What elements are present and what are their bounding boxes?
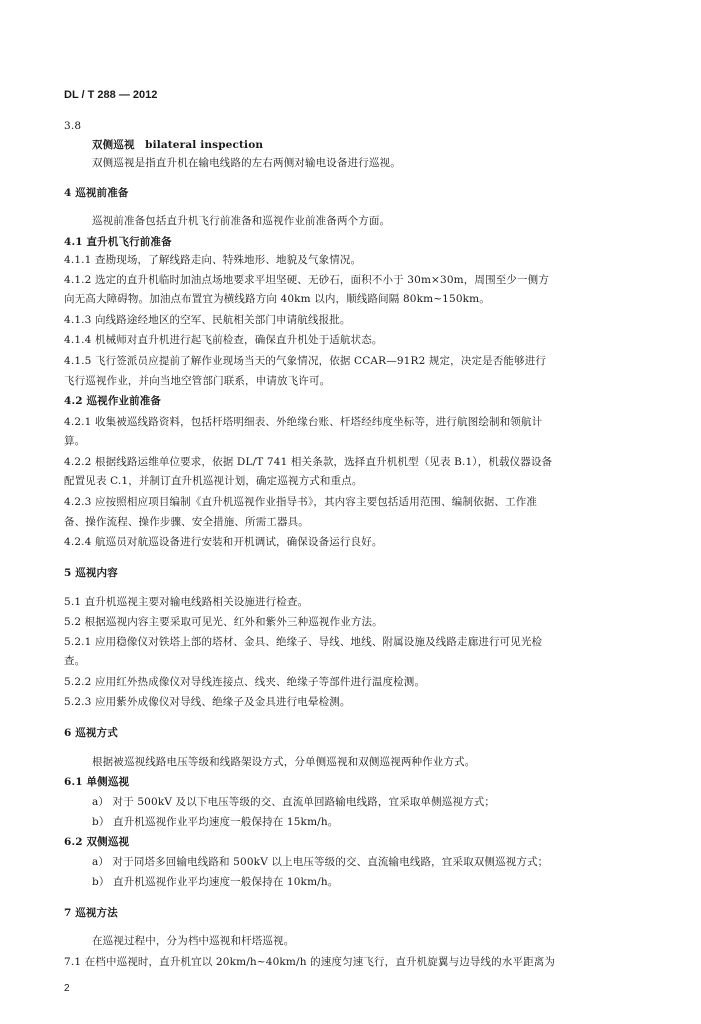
clause-4-1-2-line1: 4.1.2 选定的直升机临时加油点场地要求平坦坚硬、无砂石，面积不小于 30m×30m，周围至少一侧方 [64,274,549,286]
clause-number-3-8: 3.8 [64,120,82,132]
clause-5-2-1-line2: 查。 [64,655,86,667]
clause-5-2: 5.2 根据巡视内容主要采取可见光、红外和紫外三种巡视作业方法。 [64,616,383,628]
clause-4-1-title: 4.1 直升机飞行前准备 [64,236,172,248]
clause-4-2-3-line1: 4.2.3 应按照相应项目编制《直升机巡视作业指导书》，其内容主要包括适用范围、编制依据、工作准 [64,496,538,508]
clause-7-1: 7.1 在档中巡视时，直升机宜以 20km/h~40km/h 的速度匀速飞行，直升机旋翼与边导线的水平距离为 [64,956,556,968]
clause-4-2-1-line2: 算。 [64,435,86,447]
term-definition: 双侧巡视是指直升机在输电线路的左右两侧对输电设备进行巡视。 [92,157,401,169]
term-zh: 双侧巡视 [92,139,135,151]
term-en: bilateral inspection [145,139,264,151]
clause-5-2-2: 5.2.2 应用红外热成像仪对导线连接点、线夹、绝缘子等部件进行温度检测。 [64,676,426,688]
section-6-intro: 根据被巡视线路电压等级和线路架设方式，分单侧巡视和双侧巡视两种作业方式。 [92,756,476,768]
clause-5-1: 5.1 直升机巡视主要对输电线路相关设施进行检查。 [64,596,309,608]
section-6-title: 6 巡视方式 [64,727,118,739]
term-heading [92,136,692,154]
clause-5-2-3: 5.2.3 应用紫外成像仪对导线、绝缘子及金具进行电晕检测。 [64,696,351,708]
section-4-intro: 巡视前准备包括直升机飞行前准备和巡视作业前准备两个方面。 [92,215,391,227]
section-7-title: 7 巡视方法 [64,907,118,919]
clause-4-1-5-line1: 4.1.5 飞行签派员应提前了解作业现场当天的气象情况，依据 CCAR—91R2 规定，决定是否能够进行 [64,355,547,367]
clause-5-2-1-line1: 5.2.1 应用稳像仪对铁塔上部的塔材、金具、绝缘子、导线、地线、附属设施及线路走廊进行可见光检 [64,636,543,648]
clause-6-1-item-b: b） 直升机巡视作业平均速度一般保持在 15km/h。 [92,816,339,828]
clause-4-2-2-line2: 配置见表 C.1，并制订直升机巡视计划，确定巡视方式和重点。 [64,475,363,487]
section-5-title: 5 巡视内容 [64,567,118,579]
clause-6-2-item-a: a） 对于同塔多回输电线路和 500kV 以上电压等级的交、直流输电线路，宜采取双侧巡视方式； [92,856,549,868]
clause-4-2-4: 4.2.4 航巡员对航巡设备进行安装和开机调试，确保设备运行良好。 [64,536,383,548]
doc-code-header: DL / T 288 — 2012 [64,89,158,101]
clause-4-1-3: 4.1.3 向线路途经地区的空军、民航相关部门申请航线报批。 [64,314,351,326]
clause-4-2-3-line2: 备、操作流程、操作步骤、安全措施、所需工器具。 [64,516,309,528]
section-7-intro: 在巡视过程中，分为档中巡视和杆塔巡视。 [92,935,295,947]
page-number: 2 [64,983,70,994]
clause-4-2-2-line1: 4.2.2 根据线路运维单位要求，依据 DL/T 741 相关条款，选择直升机机型（见表 B.1），机载仪器设备 [64,456,553,468]
clause-4-1-5-line2: 飞行巡视作业，并向当地空管部门联系，申请放飞许可。 [64,375,331,387]
clause-4-2-1-line1: 4.2.1 收集被巡线路资料，包括杆塔明细表、外绝缘台账、杆塔经纬度坐标等，进行航图绘制和领航计 [64,416,543,428]
clause-6-1-item-a: a） 对于 500kV 及以下电压等级的交、直流单回路输电线路，宜采取单侧巡视方式； [92,796,496,808]
section-4-title: 4 巡视前准备 [64,187,129,199]
clause-4-1-4: 4.1.4 机械师对直升机进行起飞前检查，确保直升机处于适航状态。 [64,334,383,346]
clause-6-1-title: 6.1 单侧巡视 [64,776,130,788]
clause-4-2-title: 4.2 巡视作业前准备 [64,395,162,407]
clause-4-1-1: 4.1.1 查勘现场，了解线路走向、特殊地形、地貌及气象情况。 [64,254,362,266]
clause-6-2-title: 6.2 双侧巡视 [64,836,130,848]
clause-6-2-item-b: b） 直升机巡视作业平均速度一般保持在 10km/h。 [92,876,339,888]
clause-4-1-2-line2: 向无高大障碍物。加油点布置宜为横线路方向 40km 以内，顺线路间隔 80km~150km。 [64,293,490,305]
